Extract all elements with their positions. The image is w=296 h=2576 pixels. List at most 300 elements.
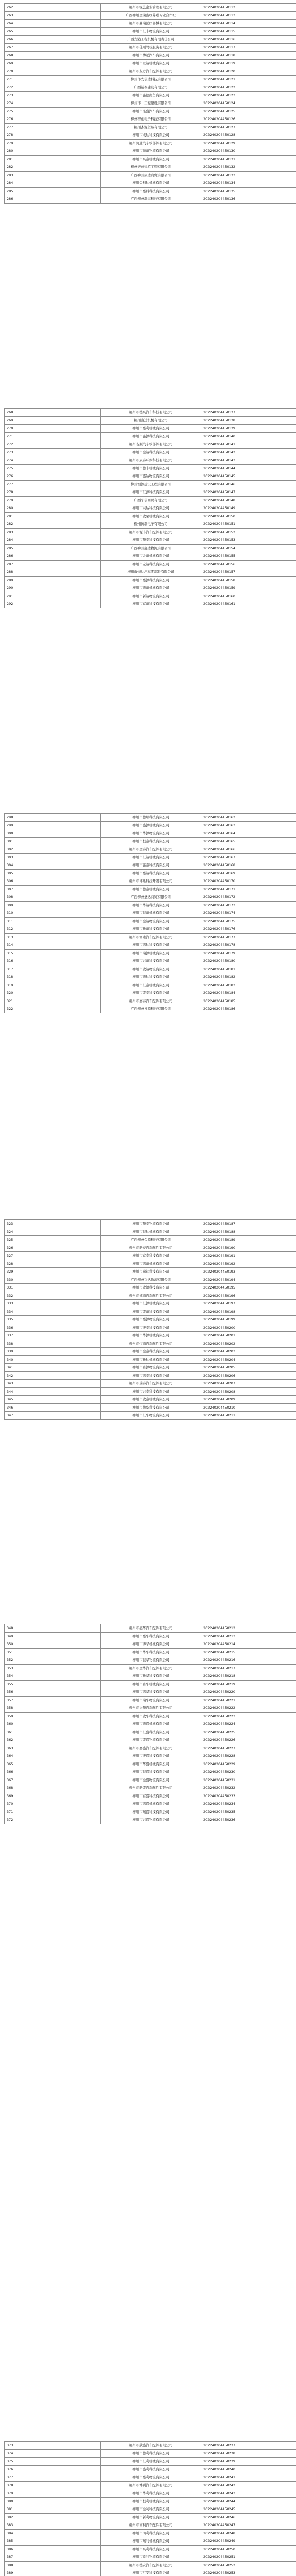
registration-code: 202240204450152 bbox=[201, 528, 296, 536]
registration-code: 202240204450227 bbox=[201, 1744, 296, 1752]
company-name: 柳州市立达机械有限公司 bbox=[101, 59, 201, 67]
company-name: 柳州市恒华物流有限公司 bbox=[101, 1656, 201, 1665]
company-name: 柳州市华源物流有限公司 bbox=[101, 829, 201, 838]
table-row bbox=[5, 1816, 296, 1824]
table-row bbox=[5, 869, 296, 877]
row-number: 348 bbox=[5, 1624, 101, 1633]
registration-code: 202240204450229 bbox=[201, 1760, 296, 1768]
registration-code: 202240204450165 bbox=[201, 837, 296, 845]
registration-code: 202240204450167 bbox=[201, 853, 296, 861]
table-row bbox=[5, 1412, 296, 1420]
company-name: 柳州市成达科技有限公司 bbox=[101, 131, 201, 140]
registration-code: 202240204450231 bbox=[201, 1776, 296, 1784]
company-name: 柳州市金达科技有限公司 bbox=[101, 448, 201, 456]
company-name: 柳州市鑫泰科技有限公司 bbox=[101, 861, 201, 870]
registration-code: 202240204450179 bbox=[201, 949, 296, 957]
company-name: 柳州市新利物流有限公司 bbox=[101, 2513, 201, 2521]
table-row bbox=[5, 27, 296, 36]
row-number: 269 bbox=[5, 416, 101, 425]
table-row bbox=[5, 1276, 296, 1284]
registration-code: 202240204450225 bbox=[201, 1728, 296, 1736]
registration-code: 202240204450247 bbox=[201, 2521, 296, 2530]
company-name: 柳州市恒达汽车零部件有限公司 bbox=[101, 568, 201, 577]
registration-code: 202240204450121 bbox=[201, 75, 296, 83]
row-number: 316 bbox=[5, 957, 101, 965]
company-name: 柳州市博盛科技有限公司 bbox=[101, 1752, 201, 1760]
registration-code: 202240204450202 bbox=[201, 1340, 296, 1348]
table-row bbox=[5, 2481, 296, 2489]
row-number: 373 bbox=[5, 2442, 101, 2450]
registration-code: 202240204450224 bbox=[201, 1720, 296, 1728]
company-name: 柳州市鸿华科技有限公司 bbox=[101, 1688, 201, 1697]
registration-code: 202240204450253 bbox=[201, 2569, 296, 2576]
table-row bbox=[5, 99, 296, 108]
row-number: 310 bbox=[5, 909, 101, 918]
table-row bbox=[5, 837, 296, 845]
company-name: 柳州市新华科技有限公司 bbox=[101, 1672, 201, 1681]
company-name: 柳州市恒源机械有限公司 bbox=[101, 909, 201, 918]
registration-code: 202240204450157 bbox=[201, 568, 296, 577]
row-number: 352 bbox=[5, 1656, 101, 1665]
table-row bbox=[5, 2529, 296, 2537]
registration-code: 202240204450244 bbox=[201, 2497, 296, 2505]
table-row bbox=[5, 1268, 296, 1276]
row-number: 343 bbox=[5, 1380, 101, 1388]
row-number: 387 bbox=[5, 2553, 101, 2562]
row-number: 269 bbox=[5, 59, 101, 67]
table-row bbox=[5, 544, 296, 552]
row-number: 270 bbox=[5, 425, 101, 433]
row-number: 264 bbox=[5, 20, 101, 28]
row-number: 318 bbox=[5, 973, 101, 981]
table-row bbox=[5, 91, 296, 99]
registration-code: 202240204450135 bbox=[201, 187, 296, 195]
row-number: 381 bbox=[5, 2505, 101, 2514]
document-page-6 bbox=[4, 2441, 292, 2576]
table-row bbox=[5, 2442, 296, 2450]
row-number: 302 bbox=[5, 845, 101, 854]
company-name: 柳州市嘉科科技有限公司 bbox=[101, 187, 201, 195]
company-name: 柳州市嘉盛汽车配件有限公司 bbox=[101, 1744, 201, 1752]
row-number: 328 bbox=[5, 1260, 101, 1268]
registration-code: 202240204450207 bbox=[201, 1380, 296, 1388]
table-row bbox=[5, 2553, 296, 2562]
table-row bbox=[5, 520, 296, 529]
table-row bbox=[5, 1768, 296, 1776]
registration-code: 202240204450185 bbox=[201, 997, 296, 1005]
company-name: 柳州市欣华科技有限公司 bbox=[101, 1712, 201, 1720]
table-row bbox=[5, 2569, 296, 2576]
row-number: 305 bbox=[5, 869, 101, 877]
company-name: 广西柳州瑞丰科技有限公司 bbox=[101, 195, 201, 204]
company-name: 柳州市友方汽车配件有限公司 bbox=[101, 67, 201, 76]
registration-code: 202240204450163 bbox=[201, 821, 296, 829]
table-row bbox=[5, 1308, 296, 1316]
registration-code: 202240204450142 bbox=[201, 448, 296, 456]
row-number: 304 bbox=[5, 861, 101, 870]
company-name: 柳州市富华机械有限公司 bbox=[101, 1680, 201, 1688]
table-row bbox=[5, 1648, 296, 1656]
registration-code: 202240204450214 bbox=[201, 1640, 296, 1649]
table-row bbox=[5, 36, 296, 44]
table-row bbox=[5, 600, 296, 608]
table-row bbox=[5, 1624, 296, 1633]
table-row bbox=[5, 1396, 296, 1404]
row-number: 369 bbox=[5, 1792, 101, 1800]
registration-code: 202240204450215 bbox=[201, 1648, 296, 1656]
table-row bbox=[5, 1688, 296, 1697]
table-row bbox=[5, 1403, 296, 1412]
row-number: 353 bbox=[5, 1664, 101, 1672]
registration-code: 202240204450144 bbox=[201, 464, 296, 472]
registration-code: 202240204450194 bbox=[201, 1276, 296, 1284]
registration-code: 202240204450166 bbox=[201, 845, 296, 854]
table-row bbox=[5, 171, 296, 179]
table-row bbox=[5, 2497, 296, 2505]
registration-code: 202240204450241 bbox=[201, 2473, 296, 2482]
company-name: 广西柳州兴达物流有限公司 bbox=[101, 1276, 201, 1284]
company-name: 柳州市欣达物流有限公司 bbox=[101, 965, 201, 973]
company-name: 柳州天成建筑工程有限公司 bbox=[101, 163, 201, 172]
registration-code: 202240204450219 bbox=[201, 1680, 296, 1688]
company-name: 广西华信商贸有限公司 bbox=[101, 496, 201, 504]
table-row bbox=[5, 2473, 296, 2482]
company-name: 柳州市盛源机械有限公司 bbox=[101, 821, 201, 829]
table-row bbox=[5, 2545, 296, 2553]
registration-code: 202240204450200 bbox=[201, 1324, 296, 1332]
row-number: 268 bbox=[5, 52, 101, 60]
row-number: 289 bbox=[5, 576, 101, 584]
row-number: 262 bbox=[5, 4, 101, 12]
registration-code: 202240204450246 bbox=[201, 2513, 296, 2521]
company-name: 柳州市欣利物流有限公司 bbox=[101, 2553, 201, 2562]
company-name: 柳州市华达科技有限公司 bbox=[101, 901, 201, 909]
registration-code: 202240204450188 bbox=[201, 1228, 296, 1236]
registration-code: 202240204450162 bbox=[201, 814, 296, 822]
registration-code: 202240204450228 bbox=[201, 1752, 296, 1760]
registration-code: 202240204450181 bbox=[201, 965, 296, 973]
company-name: 柳州市瑞盛科技有限公司 bbox=[101, 1808, 201, 1816]
row-number: 277 bbox=[5, 480, 101, 488]
row-number: 378 bbox=[5, 2481, 101, 2489]
table-row bbox=[5, 1704, 296, 1713]
row-number: 263 bbox=[5, 11, 101, 20]
company-name: 柳州市汇华物流有限公司 bbox=[101, 1412, 201, 1420]
registration-code: 202240204450145 bbox=[201, 472, 296, 481]
table-row bbox=[5, 187, 296, 195]
registration-code: 202240204450174 bbox=[201, 909, 296, 918]
company-name: 柳州市兴利科技有限公司 bbox=[101, 2545, 201, 2553]
row-number: 276 bbox=[5, 115, 101, 124]
row-number: 371 bbox=[5, 1808, 101, 1816]
registration-code: 202240204450217 bbox=[201, 1664, 296, 1672]
company-name: 柳州市汇丰物流有限公司 bbox=[101, 27, 201, 36]
registration-code: 202240204450252 bbox=[201, 2561, 296, 2569]
row-number: 377 bbox=[5, 2473, 101, 2482]
document-page-1 bbox=[4, 3, 292, 204]
row-number: 329 bbox=[5, 1268, 101, 1276]
row-number: 362 bbox=[5, 1736, 101, 1744]
row-number: 345 bbox=[5, 1396, 101, 1404]
company-name: 柳州市汇达机械有限公司 bbox=[101, 853, 201, 861]
row-number: 358 bbox=[5, 1704, 101, 1713]
company-name: 柳州市华华科技有限公司 bbox=[101, 1648, 201, 1656]
row-number: 275 bbox=[5, 107, 101, 115]
registration-code: 202240204450159 bbox=[201, 584, 296, 592]
registration-code: 202240204450206 bbox=[201, 1371, 296, 1380]
company-name: 柳州市鸿盛机械有限公司 bbox=[101, 1800, 201, 1808]
table-row bbox=[5, 1760, 296, 1768]
company-name: 柳州市鸿泰科技有限公司 bbox=[101, 1371, 201, 1380]
registration-code: 202240204450218 bbox=[201, 1672, 296, 1681]
table-row bbox=[5, 1664, 296, 1672]
table-row bbox=[5, 11, 296, 20]
row-number: 370 bbox=[5, 1800, 101, 1808]
table-row bbox=[5, 147, 296, 156]
company-name: 柳州市盛利科技有限公司 bbox=[101, 2465, 201, 2473]
table-row bbox=[5, 560, 296, 568]
row-number: 283 bbox=[5, 171, 101, 179]
company-name: 广西裕泰建设有限公司 bbox=[101, 83, 201, 92]
row-number: 319 bbox=[5, 981, 101, 989]
row-number: 317 bbox=[5, 965, 101, 973]
table-row bbox=[5, 1632, 296, 1640]
table-row bbox=[5, 4, 296, 12]
registration-code: 202240204450143 bbox=[201, 456, 296, 465]
row-number: 277 bbox=[5, 123, 101, 131]
row-number: 336 bbox=[5, 1324, 101, 1332]
registration-code: 202240204450139 bbox=[201, 425, 296, 433]
row-number: 372 bbox=[5, 1816, 101, 1824]
row-number: 332 bbox=[5, 1292, 101, 1300]
registration-code: 202240204450216 bbox=[201, 1656, 296, 1665]
registration-code: 202240204450222 bbox=[201, 1704, 296, 1713]
company-name: 柳州市富源物流有限公司 bbox=[101, 1364, 201, 1372]
table-row bbox=[5, 1236, 296, 1244]
registration-code: 202240204450192 bbox=[201, 1260, 296, 1268]
table-row bbox=[5, 536, 296, 545]
company-name: 柳州市康泰环保科技有限公司 bbox=[101, 456, 201, 465]
table-row bbox=[5, 1728, 296, 1736]
table-row bbox=[5, 1348, 296, 1356]
registration-code: 202240204450186 bbox=[201, 1005, 296, 1013]
table-row bbox=[5, 1752, 296, 1760]
company-name: 柳州市新达机械有限公司 bbox=[101, 1355, 201, 1364]
company-name: 柳州市嘉利物流有限公司 bbox=[101, 2473, 201, 2482]
row-number: 278 bbox=[5, 131, 101, 140]
registration-code: 202240204450232 bbox=[201, 1784, 296, 1792]
table-row bbox=[5, 845, 296, 854]
registration-code: 202240204450243 bbox=[201, 2489, 296, 2498]
table-row bbox=[5, 568, 296, 577]
company-name: 柳州市汇安科技有限公司 bbox=[101, 2569, 201, 2576]
company-name: 柳州市嘉华科技有限公司 bbox=[101, 1632, 201, 1640]
row-number: 363 bbox=[5, 1744, 101, 1752]
row-number: 285 bbox=[5, 187, 101, 195]
table-row bbox=[5, 552, 296, 561]
table-row bbox=[5, 139, 296, 147]
row-number: 303 bbox=[5, 853, 101, 861]
company-name: 柳州市富泰科技有限公司 bbox=[101, 1252, 201, 1260]
company-name: 柳州市顺源物流有限公司 bbox=[101, 147, 201, 156]
row-number: 356 bbox=[5, 1688, 101, 1697]
registration-code: 202240204450242 bbox=[201, 2481, 296, 2489]
table-row bbox=[5, 1228, 296, 1236]
table-row bbox=[5, 2458, 296, 2466]
row-number: 270 bbox=[5, 67, 101, 76]
table-row bbox=[5, 131, 296, 140]
company-name: 柳州市恒利机械有限公司 bbox=[101, 2497, 201, 2505]
company-name: 柳州市恒源汽车配件有限公司 bbox=[101, 1340, 201, 1348]
registration-code: 202240204450150 bbox=[201, 512, 296, 520]
registry-table bbox=[4, 408, 296, 608]
row-number: 342 bbox=[5, 1371, 101, 1380]
row-number: 359 bbox=[5, 1712, 101, 1720]
registration-code: 202240204450238 bbox=[201, 2449, 296, 2458]
company-name: 柳州市欣泰机械有限公司 bbox=[101, 1396, 201, 1404]
company-name: 柳州智创电子科技有限公司 bbox=[101, 115, 201, 124]
registration-code: 202240204450133 bbox=[201, 171, 296, 179]
row-number: 344 bbox=[5, 1387, 101, 1396]
row-number: 365 bbox=[5, 1760, 101, 1768]
table-row bbox=[5, 440, 296, 449]
row-number: 287 bbox=[5, 560, 101, 568]
registration-code: 202240204450131 bbox=[201, 155, 296, 163]
company-name: 柳州市博泰科技有限公司 bbox=[101, 1324, 201, 1332]
registration-code: 202240204450189 bbox=[201, 1236, 296, 1244]
registration-code: 202240204450115 bbox=[201, 27, 296, 36]
row-number: 279 bbox=[5, 496, 101, 504]
registration-code: 202240204450124 bbox=[201, 99, 296, 108]
table-row bbox=[5, 925, 296, 934]
company-name: 柳州市嘉泰汽车配件有限公司 bbox=[101, 997, 201, 1005]
table-row bbox=[5, 941, 296, 950]
company-name: 柳州市盛达物流有限公司 bbox=[101, 472, 201, 481]
row-number: 325 bbox=[5, 1236, 101, 1244]
row-number: 280 bbox=[5, 504, 101, 513]
company-name: 柳州市德盛机械有限公司 bbox=[101, 1720, 201, 1728]
row-number: 271 bbox=[5, 432, 101, 440]
row-number: 267 bbox=[5, 43, 101, 52]
table-row bbox=[5, 155, 296, 163]
table-row bbox=[5, 163, 296, 172]
table-row bbox=[5, 957, 296, 965]
company-name: 柳州市恒泰科技有限公司 bbox=[101, 837, 201, 845]
registration-code: 202240204450220 bbox=[201, 1688, 296, 1697]
registration-code: 202240204450196 bbox=[201, 1292, 296, 1300]
company-name: 柳州博瑞电子有限公司 bbox=[101, 520, 201, 529]
registry-table bbox=[4, 2441, 296, 2576]
table-row bbox=[5, 1355, 296, 1364]
table-row bbox=[5, 917, 296, 925]
registration-code: 202240204450187 bbox=[201, 1220, 296, 1228]
table-row bbox=[5, 425, 296, 433]
registration-code: 202240204450211 bbox=[201, 1412, 296, 1420]
row-number: 271 bbox=[5, 75, 101, 83]
table-row bbox=[5, 504, 296, 513]
table-row bbox=[5, 195, 296, 204]
row-number: 272 bbox=[5, 440, 101, 449]
table-row bbox=[5, 2505, 296, 2514]
registration-code: 202240204450208 bbox=[201, 1387, 296, 1396]
row-number: 360 bbox=[5, 1720, 101, 1728]
registration-code: 202240204450168 bbox=[201, 861, 296, 870]
document-page-5 bbox=[4, 1624, 292, 1824]
registration-code: 202240204450190 bbox=[201, 1244, 296, 1252]
row-number: 313 bbox=[5, 933, 101, 941]
row-number: 382 bbox=[5, 2513, 101, 2521]
registration-code: 202240204450151 bbox=[201, 520, 296, 529]
registration-code: 202240204450119 bbox=[201, 59, 296, 67]
company-name: 柳州润通汽车零部件有限公司 bbox=[101, 139, 201, 147]
table-row bbox=[5, 43, 296, 52]
company-name: 广西柳州康达商贸有限公司 bbox=[101, 171, 201, 179]
document-page-2 bbox=[4, 408, 292, 608]
registration-code: 202240204450201 bbox=[201, 1332, 296, 1340]
registration-code: 202240204450113 bbox=[201, 11, 296, 20]
table-row bbox=[5, 107, 296, 115]
row-number: 335 bbox=[5, 1316, 101, 1324]
registration-code: 202240204450141 bbox=[201, 440, 296, 449]
company-name: 柳州市德顺科技有限公司 bbox=[101, 814, 201, 822]
table-row bbox=[5, 432, 296, 440]
row-number: 266 bbox=[5, 36, 101, 44]
company-name: 柳州市新源科技有限公司 bbox=[101, 925, 201, 934]
row-number: 333 bbox=[5, 1300, 101, 1308]
company-name: 柳州市华源机械有限公司 bbox=[101, 1332, 201, 1340]
registration-code: 202240204450183 bbox=[201, 981, 296, 989]
row-number: 284 bbox=[5, 536, 101, 545]
row-number: 385 bbox=[5, 2537, 101, 2546]
row-number: 265 bbox=[5, 27, 101, 36]
registration-code: 202240204450177 bbox=[201, 933, 296, 941]
registration-code: 202240204450123 bbox=[201, 91, 296, 99]
registration-code: 202240204450230 bbox=[201, 1768, 296, 1776]
row-number: 367 bbox=[5, 1776, 101, 1784]
registration-code: 202240204450147 bbox=[201, 488, 296, 497]
company-name: 柳州市博利汽车配件有限公司 bbox=[101, 2481, 201, 2489]
company-name: 柳州市泓盛汽车有限公司 bbox=[101, 107, 201, 115]
table-row bbox=[5, 1696, 296, 1704]
company-name: 柳州市德丰机械有限公司 bbox=[101, 464, 201, 472]
company-name: 柳州市金达物流有限公司 bbox=[101, 917, 201, 925]
registration-code: 202240204450204 bbox=[201, 1355, 296, 1364]
registration-code: 202240204450138 bbox=[201, 416, 296, 425]
table-row bbox=[5, 75, 296, 83]
table-row bbox=[5, 1776, 296, 1784]
registration-code: 202240204450154 bbox=[201, 544, 296, 552]
company-name: 柳州杰顺汽车零部件有限公司 bbox=[101, 440, 201, 449]
row-number: 374 bbox=[5, 2449, 101, 2458]
registration-code: 202240204450221 bbox=[201, 1696, 296, 1704]
table-row bbox=[5, 1656, 296, 1665]
company-name: 柳州市新达物流有限公司 bbox=[101, 592, 201, 600]
table-row bbox=[5, 949, 296, 957]
table-row bbox=[5, 853, 296, 861]
row-number: 346 bbox=[5, 1403, 101, 1412]
company-name: 柳州市瑞源机械有限公司 bbox=[101, 949, 201, 957]
company-name: 柳州市华利科技有限公司 bbox=[101, 2489, 201, 2498]
company-name: 柳州市华泰物流有限公司 bbox=[101, 1220, 201, 1228]
company-name: 柳州市兴泰科技有限公司 bbox=[101, 1387, 201, 1396]
table-row bbox=[5, 1244, 296, 1252]
company-name: 柳州市汇盛科技有限公司 bbox=[101, 1728, 201, 1736]
table-row bbox=[5, 1252, 296, 1260]
table-row bbox=[5, 1784, 296, 1792]
row-number: 355 bbox=[5, 1680, 101, 1688]
registration-code: 202240204450193 bbox=[201, 1268, 296, 1276]
row-number: 315 bbox=[5, 949, 101, 957]
